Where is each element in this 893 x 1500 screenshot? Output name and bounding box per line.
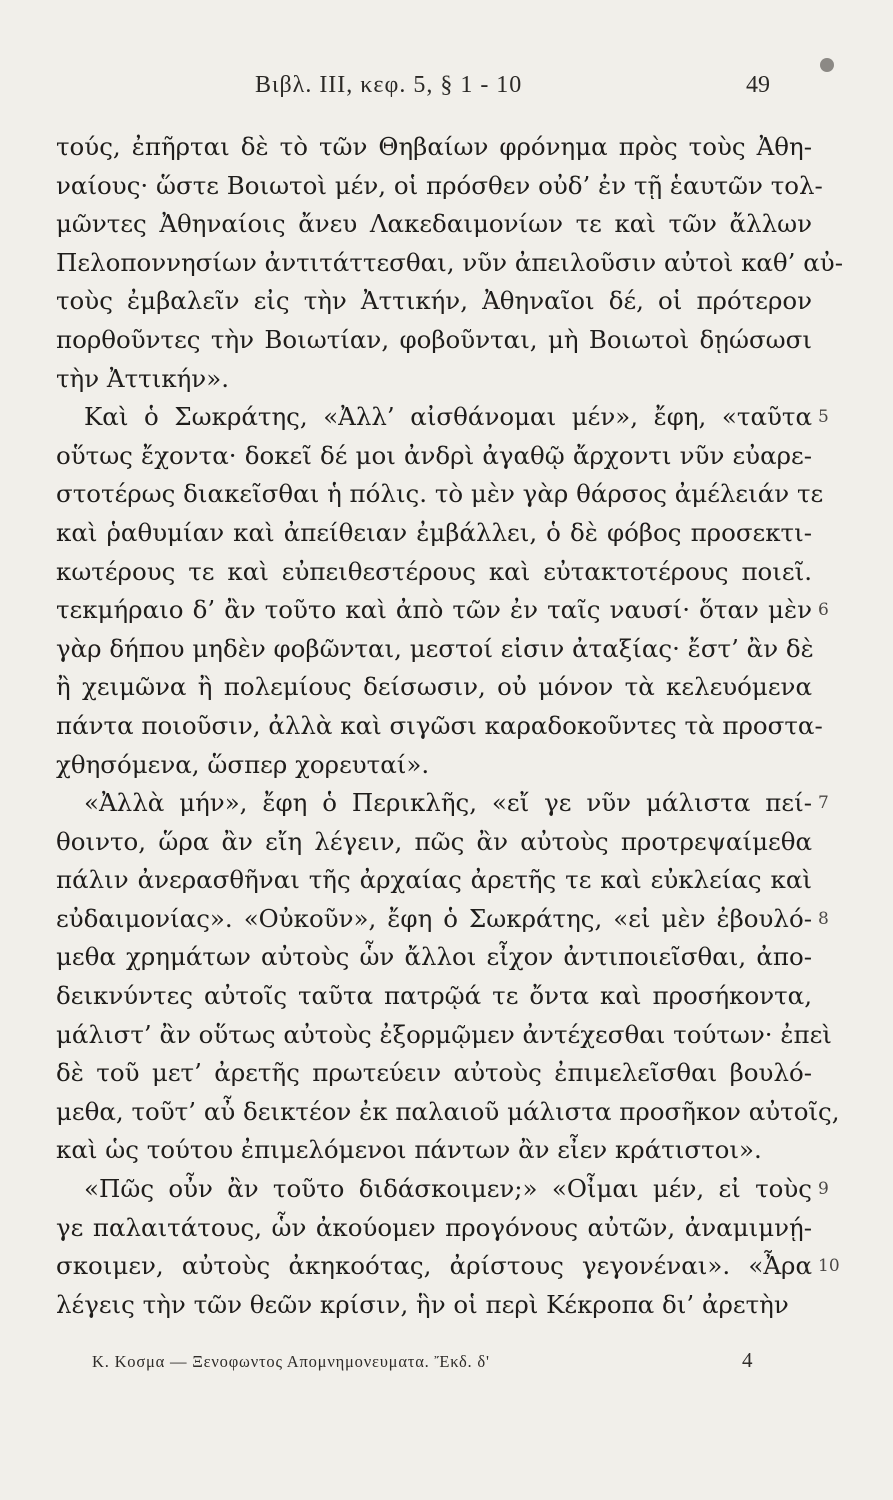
text-line <box>56 205 812 244</box>
text-line <box>56 591 829 630</box>
line-text: εὐδαιμονίας». «Οὐκοῦν», ἔφη ὁ Σωκράτης, «εἰ μὲν ἐβουλό- <box>56 903 812 933</box>
line-text: τὴν Ἀττικήν». <box>56 363 229 393</box>
text-line <box>56 668 812 707</box>
text-line <box>56 167 823 206</box>
line-text: δὲ τοῦ μετ’ ἀρετῆς πρωτεύειν αὐτοὺς ἐπιμελεῖσθαι βουλό- <box>56 1058 812 1088</box>
text-line <box>56 244 843 283</box>
line-text: μεθα, τοῦτ’ αὖ δεικτέον ἐκ παλαιοῦ μάλιστα προσῆκον αὐτοῖς, <box>56 1096 840 1126</box>
page-number: 49 <box>746 72 770 98</box>
line-text: Πελοποννησίων ἀντιτάττεσθαι, νῦν ἀπειλοῦσιν αὐτοὶ καθ’ αὐ- <box>56 247 843 277</box>
text-line <box>56 938 812 977</box>
section-number: 5 <box>818 407 829 428</box>
line-text: δεικνύντες αὐτοῖς ταῦτα πατρῷά τε ὄντα καὶ προσήκοντα, <box>56 981 812 1011</box>
text-line <box>56 784 829 823</box>
text-line <box>56 977 812 1016</box>
text-line <box>56 630 812 669</box>
line-text: στοτέρως διακεῖσθαι ἡ πόλις. τὸ μὲν γὰρ θάρσος ἀμέλειάν τε <box>56 479 824 509</box>
line-text: τοὺς ἐμβαλεῖν εἰς τὴν Ἀττικήν, Ἀθηναῖοι δέ, οἱ πρότερον <box>56 286 812 316</box>
body-text <box>56 128 843 1324</box>
text-line <box>56 861 812 900</box>
line-text: πορθοῦντες τὴν Βοιωτίαν, φοβοῦνται, μὴ Βοιωτοὶ δῃώσωσι <box>56 324 812 354</box>
text-line <box>56 128 812 167</box>
text-line <box>56 321 812 360</box>
line-text: κωτέρους τε καὶ εὐπειθεστέρους καὶ εὐτακτοτέρους ποιεῖ. <box>56 556 812 586</box>
text-line <box>56 475 824 514</box>
line-text: θοιντο, ὥρα ἂν εἴη λέγειν, πῶς ἂν αὐτοὺς προτρεψαίμεθα <box>56 826 812 856</box>
section-number: 8 <box>818 908 829 929</box>
text-line <box>56 1093 840 1132</box>
line-text: γε παλαιτάτους, ὧν ἀκούομεν προγόνους αὐτῶν, ἀναμιμνῄ- <box>56 1212 812 1242</box>
line-text: μεθα χρημάτων αὐτοὺς ὧν ἄλλοι εἶχον ἀντιποιεῖσθαι, ἀπο- <box>56 942 812 972</box>
text-line <box>56 437 812 476</box>
footer-sheet-number: 4 <box>742 1348 753 1372</box>
ink-speck <box>820 58 834 72</box>
line-text: χθησόμενα, ὥσπερ χορευταί». <box>56 749 430 779</box>
section-number: 6 <box>818 600 829 621</box>
text-line <box>56 1209 812 1248</box>
line-text: Καὶ ὁ Σωκράτης, «Ἀλλ’ αἰσθάνομαι μέν», ἔφη, «ταῦτα <box>84 402 812 432</box>
text-line <box>56 1131 812 1170</box>
line-text: γὰρ δήπου μηδὲν φοβῶνται, μεστοί εἰσιν ἀταξίας· ἔστ’ ἂν δὲ <box>56 633 814 663</box>
line-text: μῶντες Ἀθηναίοις ἄνευ Λακεδαιμονίων τε καὶ τῶν ἄλλων <box>56 209 812 239</box>
line-text: μάλιστ’ ἂν οὕτως αὐτοὺς ἐξορμῷμεν ἀντέχεσθαι τούτων· ἐπεὶ <box>56 1019 832 1049</box>
line-text: σκοιμεν, αὐτοὺς ἀκηκοότας, ἀρίστους γεγονέναι». «Ἆρα <box>56 1251 812 1281</box>
line-text: ναίους· ὥστε Βοιωτοὶ μέν, οἱ πρόσθεν οὐδ’ ἐν τῇ ἑαυτῶν τολ- <box>56 170 823 200</box>
text-line <box>56 1170 829 1209</box>
text-line <box>56 553 812 592</box>
text-line <box>56 1286 812 1325</box>
section-number: 10 <box>818 1256 840 1277</box>
text-line <box>56 514 812 553</box>
text-line <box>56 900 829 939</box>
text-line <box>56 746 812 785</box>
text-line <box>56 1054 812 1093</box>
text-line <box>56 1016 832 1055</box>
section-number: 7 <box>818 793 829 814</box>
line-text: ἢ χειμῶνα ἢ πολεμίους δείσωσιν, οὐ μόνον τὰ κελευόμενα <box>56 672 812 702</box>
running-head: Βιβλ. ΙΙΙ, κεφ. 5, § 1 - 10 <box>255 72 523 98</box>
line-text: οὕτως ἔχοντα· δοκεῖ δέ μοι ἀνδρὶ ἀγαθῷ ἄρχοντι νῦν εὐαρε- <box>56 440 812 470</box>
text-line <box>56 398 829 437</box>
line-text: πάντα ποιοῦσιν, ἀλλὰ καὶ σιγῶσι καραδοκοῦντες τὰ προστα- <box>56 710 823 740</box>
text-line <box>56 823 812 862</box>
line-text: καὶ ὡς τούτου ἐπιμελόμενοι πάντων ἂν εἶεν κράτιστοι». <box>56 1135 762 1165</box>
line-text: τούς, ἐπῆρται δὲ τὸ τῶν Θηβαίων φρόνημα πρὸς τοὺς Ἀθη- <box>56 132 812 161</box>
line-text: τεκμήραιο δ’ ἂν τοῦτο καὶ ἀπὸ τῶν ἐν ταῖς ναυσί· ὅταν μὲν <box>56 595 812 625</box>
line-text: πάλιν ἀνερασθῆναι τῆς ἀρχαίας ἀρετῆς τε καὶ εὐκλείας καὶ <box>56 865 812 895</box>
text-line <box>56 707 823 746</box>
line-text: καὶ ῥαθυμίαν καὶ ἀπείθειαν ἐμβάλλει, ὁ δὲ φόβος προσεκτι- <box>56 517 812 547</box>
text-line <box>56 360 812 399</box>
line-text: λέγεις τὴν τῶν θεῶν κρίσιν, ἣν οἱ περὶ Κέκροπα δι’ ἀρετὴν <box>56 1289 789 1319</box>
footer-signature: Κ. Κοσμα — Ξενοφωντος Απομνημονευματα. Ἔκδ. δ' <box>92 1352 490 1371</box>
line-text: «Ἀλλὰ μήν», ἔφη ὁ Περικλῆς, «εἴ γε νῦν μάλιστα πεί- <box>84 788 812 818</box>
section-number: 9 <box>818 1179 829 1200</box>
line-text: «Πῶς οὖν ἂν τοῦτο διδάσκοιμεν;» «Οἶμαι μέν, εἰ τοὺς <box>84 1174 812 1204</box>
text-line <box>56 282 812 321</box>
text-line <box>56 1247 840 1286</box>
